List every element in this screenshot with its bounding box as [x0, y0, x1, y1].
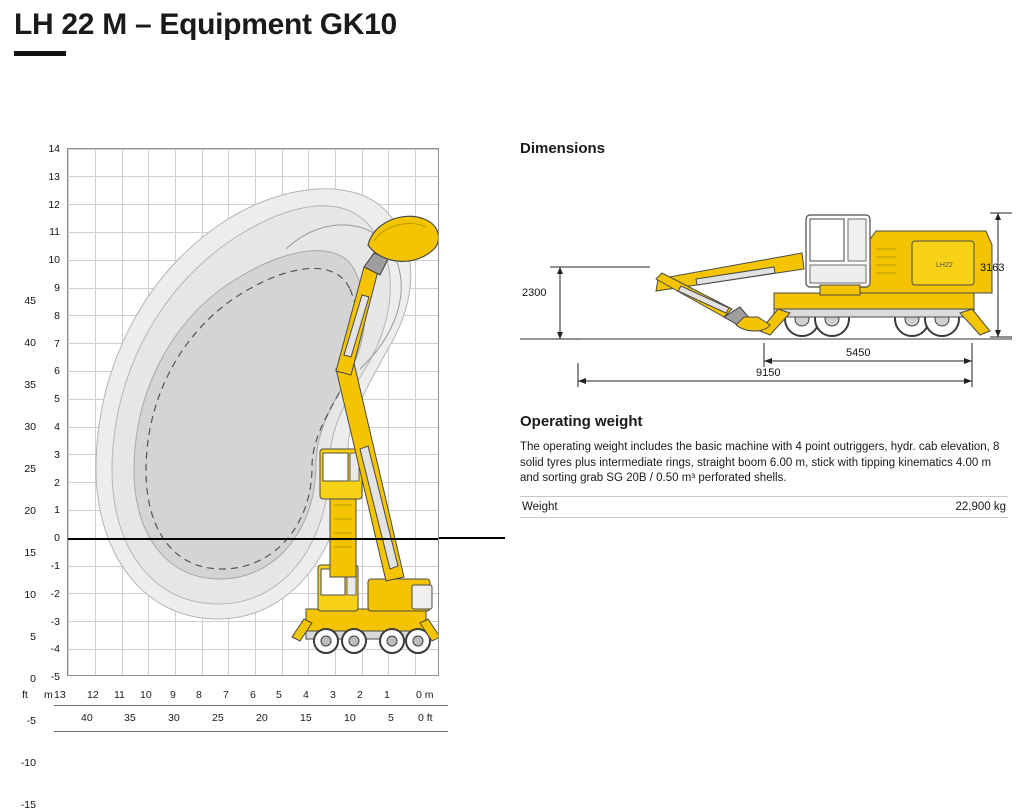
x-tick-m-zero: 0 m: [416, 689, 434, 701]
x-tick-ft-zero: 0 ft: [418, 712, 433, 724]
ground-line-extension: [439, 537, 505, 539]
y-tick-m: 7: [54, 338, 60, 350]
x-axis-rule-bottom: [54, 731, 448, 732]
y-tick-ft: 30: [24, 421, 36, 433]
dim-label-length-body: 5450: [846, 347, 871, 359]
y-tick-ft: 5: [30, 631, 36, 643]
y-tick-m: 8: [54, 310, 60, 322]
dim-label-height-overall: 3163: [980, 262, 1005, 274]
x-tick-m: 11: [114, 689, 125, 701]
y-tick-m: 11: [49, 226, 60, 238]
x-tick-m: 1: [384, 689, 390, 701]
y-tick-m: 12: [48, 199, 60, 211]
y-tick-m: -3: [50, 616, 60, 628]
x-tick-m: 6: [250, 689, 256, 701]
y-tick-m: 2: [54, 477, 60, 489]
page-title: LH 22 M – Equipment GK10: [14, 8, 397, 41]
operating-weight-description: The operating weight includes the basic machine with 4 point outriggers, hydr. cab elevation, 8 solid tyres plus intermediate rings, straight boom 6.00 m, stick with tipping kinematics 4.00 m and sorting grab SG 20B / 0.50 m³ perforated shells.: [520, 441, 1000, 484]
operating-weight-block: [520, 413, 1012, 518]
x-tick-ft: 35: [124, 712, 136, 724]
dimensions-diagram: [520, 167, 1012, 407]
y-tick-ft: -15: [20, 799, 36, 811]
y-tick-ft: 45: [24, 295, 36, 307]
dim-label-length-overall: 9150: [756, 367, 781, 379]
x-tick-m: 4: [303, 689, 309, 701]
y-tick-m: 4: [54, 421, 60, 433]
dimensions-heading: Dimensions: [520, 140, 606, 157]
y-tick-ft: 35: [24, 379, 36, 391]
x-tick-m: 13: [54, 689, 66, 701]
y-tick-m: 14: [48, 143, 60, 155]
right-column: [520, 140, 1012, 518]
y-tick-ft: 15: [24, 547, 36, 559]
y-tick-ft: 10: [24, 589, 36, 601]
working-range-chart: [10, 140, 490, 811]
x-tick-ft: 5: [388, 712, 394, 724]
x-tick-ft: 25: [212, 712, 224, 724]
x-axis-unit-ft: ft: [22, 689, 28, 701]
x-tick-ft: 40: [81, 712, 93, 724]
y-tick-ft: -5: [26, 715, 36, 727]
chart-plot-area: [67, 148, 439, 676]
operating-weight-heading: Operating weight: [520, 413, 643, 430]
page-title-block: [14, 8, 397, 56]
y-tick-ft: -10: [20, 757, 36, 769]
weight-row-label: Weight: [522, 500, 558, 513]
y-tick-ft: 25: [24, 463, 36, 475]
y-tick-ft: 40: [24, 337, 36, 349]
x-tick-m: 10: [140, 689, 152, 701]
x-tick-ft: 15: [300, 712, 312, 724]
y-tick-m: -4: [50, 643, 60, 655]
y-tick-m: -5: [50, 671, 60, 683]
y-tick-m: 0: [54, 532, 60, 544]
y-tick-m: 3: [54, 449, 60, 461]
x-tick-ft: 20: [256, 712, 268, 724]
y-tick-ft: 0: [30, 673, 36, 685]
x-tick-m: 3: [330, 689, 336, 701]
x-tick-m: 9: [170, 689, 176, 701]
x-tick-m: 12: [87, 689, 99, 701]
y-tick-m: -1: [50, 560, 60, 572]
title-underline: [14, 51, 66, 56]
x-tick-ft: 30: [168, 712, 180, 724]
weight-row: [520, 496, 1008, 518]
x-tick-ft: 10: [344, 712, 356, 724]
y-tick-m: 10: [48, 254, 60, 266]
machine-side-view: [520, 167, 1012, 397]
y-tick-m: 1: [54, 504, 60, 516]
x-axis-rule-top: [54, 705, 448, 706]
svg-text:LH22: LH22: [936, 262, 953, 269]
working-envelope-graphic: [68, 149, 439, 676]
x-tick-m: 8: [196, 689, 202, 701]
y-tick-m: 6: [54, 365, 60, 377]
y-tick-ft: 20: [24, 505, 36, 517]
dim-label-height-transport: 2300: [522, 287, 547, 299]
x-tick-m: 2: [357, 689, 363, 701]
x-tick-m: 5: [276, 689, 282, 701]
y-tick-m: 13: [48, 171, 60, 183]
x-axis-unit-m: m: [44, 689, 53, 701]
chart-ground-line: [68, 538, 438, 540]
weight-row-value: 22,900 kg: [955, 500, 1006, 513]
x-tick-m: 7: [223, 689, 229, 701]
y-tick-m: 9: [54, 282, 60, 294]
y-tick-m: 5: [54, 393, 60, 405]
y-tick-m: -2: [50, 588, 60, 600]
